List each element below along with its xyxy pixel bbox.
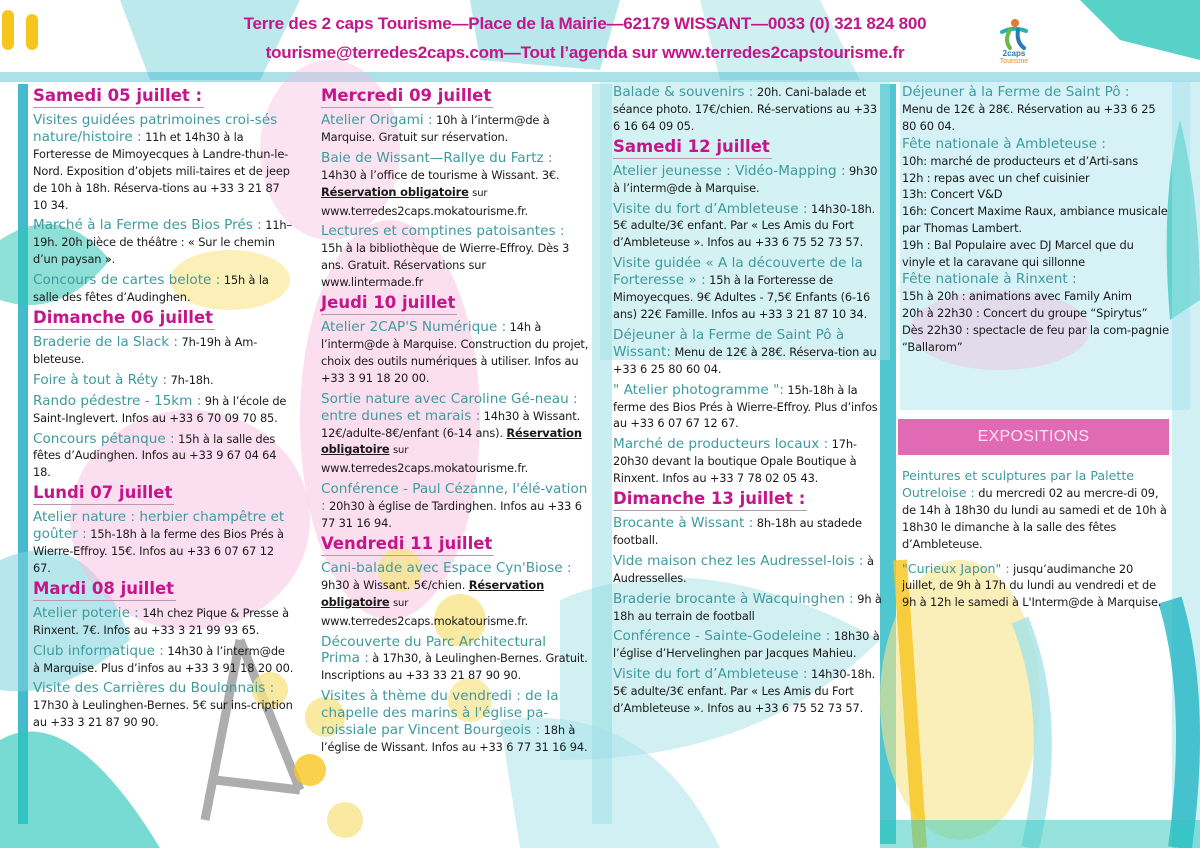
event-title: Déjeuner à la Ferme de Saint Pô :	[902, 84, 1130, 100]
event-title: Marché à la Ferme des Bios Prés :	[33, 217, 262, 234]
event-title: Braderie de la Slack :	[33, 333, 179, 350]
event-title: Cani-balade avec Espace Cyn'Biose :	[321, 559, 572, 576]
event-details: 11h– 19h. 20h pièce de théâtre : « Sur le chemin d’un paysan ».	[33, 218, 293, 267]
event-item	[902, 136, 1170, 153]
exhibition-title: Peintures et sculptures par la Palette Outreloise :	[902, 468, 1135, 500]
event-details: 15h à la Forteresse de Mimoyecques. 9€ Adultes - 7,5€ Enfants (6-16 ans) 22€ Famille. Infos au +33 3 21 87 10 34.	[613, 273, 871, 321]
event-title: Baie de Wissant—Rallye du Fartz :	[321, 149, 553, 166]
header-contact-line: Terre des 2 caps Tourisme—Place de la Mairie—62179 WISSANT—0033 (0) 321 824 800	[243, 14, 927, 33]
schedule-line: 13h: Concert V&D	[902, 187, 1003, 202]
day-heading: Mardi 08 juillet	[33, 578, 176, 601]
event-item	[33, 680, 295, 731]
event-title: Brocante à Wissant :	[613, 515, 754, 532]
event-details: 15h-18h à la ferme des Bios Prés à Wierre-Effroy. 15€. Infos au +33 6 07 67 12 67.	[33, 527, 284, 575]
event-title: Vide maison chez les Audressel-lois :	[613, 552, 864, 569]
schedule-line: 20h à 22h30 : Concert du groupe “Spirytus”	[902, 305, 1148, 320]
event-item	[613, 382, 883, 433]
exhibition-details: jusqu’audimanche 20 juillet, de 9h à 17h du lundi au vendredi et de 9h à 12h le samedi à L'Interm@de à Marquise.	[902, 561, 1162, 610]
schedule-line: 10h: marché de producteurs et d’Arti-sans	[902, 153, 1139, 168]
event-title: Fête nationale à Ambleteuse :	[902, 135, 1106, 152]
day-heading: Jeudi 10 juillet	[321, 292, 457, 315]
event-item	[321, 223, 589, 291]
event-details: 15h à la salle des fêtes d’Audinghen. Infos au +33 9 67 04 64 18.	[33, 431, 277, 480]
agenda-column-3	[613, 84, 883, 717]
event-item	[613, 84, 883, 135]
event-details: 7h-18h.	[170, 372, 214, 387]
agenda-column-4	[902, 84, 1170, 356]
event-title: Foire à tout à Réty :	[33, 371, 168, 388]
day-heading: Vendredi 11 juillet	[321, 533, 494, 556]
event-title: Visite du fort d’Ambleteuse :	[613, 200, 808, 217]
schedule-line: Dès 22h30 : spectacle de feu par la com-pagnie “Ballarom”	[902, 322, 1169, 354]
event-title: Atelier poterie :	[33, 604, 139, 621]
logo-caps-text: 2caps	[1002, 49, 1026, 58]
event-title: Marché de producteurs locaux :	[613, 436, 829, 453]
event-details: 18h à l’église de Wissant. Infos au +33 6 77 31 16 94.	[321, 723, 588, 754]
event-item	[613, 628, 883, 662]
event-title: Balade & souvenirs :	[613, 84, 754, 100]
event-item	[33, 431, 295, 482]
header-website-line: tourisme@terredes2caps.com—Tout l’agenda sur www.terredes2capstourisme.fr	[265, 43, 905, 62]
reservation-link[interactable]: www.terredes2caps.mokatourisme.fr.	[321, 203, 529, 218]
event-title: Découverte du Parc Architectural Prima :	[321, 633, 547, 667]
agenda-column-2	[321, 84, 589, 756]
event-details: 9h à l’école de Saint-Inglevert. Infos au +33 6 70 09 70 85.	[33, 393, 287, 425]
event-item	[321, 391, 589, 478]
event-title: Concours pétanque :	[33, 430, 175, 447]
expositions-list	[902, 468, 1170, 611]
event-title: Déjeuner à la Ferme de Saint Pô à Wissant:	[613, 326, 845, 360]
event-details: 14h30-18h. 5€ adulte/3€ enfant. Par « Les Amis du Fort d’Ambleteuse ». Infos au +33 6 75 52 73 57.	[613, 201, 876, 250]
expositions-heading-band	[898, 419, 1169, 455]
event-item	[613, 163, 883, 197]
event-item	[33, 217, 295, 268]
event-details: 9h30 à l’interm@de à Marquise.	[613, 163, 878, 195]
event-details: 10h à l’interm@de à Marquise. Gratuit sur réservation.	[321, 113, 550, 144]
event-title: Club informatique :	[33, 642, 164, 659]
event-details: 17h-20h30 devant la boutique Opale Boutique à Rinxent. Infos au +33 7 78 02 05 43.	[613, 437, 857, 486]
terre-des-2-caps-logo	[994, 18, 1034, 78]
day-heading: Samedi 12 juillet	[613, 136, 772, 159]
event-title: Lectures et comptines patoisantes :	[321, 223, 565, 240]
reservation-required-label: Réservation obligatoire	[321, 184, 469, 199]
event-item	[902, 271, 1170, 288]
event-item	[321, 150, 589, 220]
event-details: 18h30 à l’église d’Hervelinghen par Jacques Mahieu.	[613, 629, 880, 661]
exhibition-item	[902, 468, 1170, 553]
event-item	[33, 334, 295, 368]
event-title: Concours de cartes belote :	[33, 272, 221, 289]
event-item	[613, 591, 883, 625]
logo-brand-text: Tourisme	[999, 58, 1029, 65]
event-title: Conférence - Sainte-Godeleine :	[613, 628, 831, 645]
event-details: 11h et 14h30 à la Forteresse de Mimoyecques à Landre-thun-le-Nord. Exposition d’objets mili-taires et de jeep de 10h à 18h. Réserva-tions au +33 3 21 87 10 34.	[33, 129, 290, 212]
event-details: 8h-18h au stadede football.	[613, 516, 862, 547]
event-details: à Audresselles.	[613, 553, 874, 585]
event-item	[613, 436, 883, 487]
event-details: 14h30 à Wissant. 12€/adulte-8€/enfant (6-14 ans).	[321, 408, 581, 440]
event-details: 15h-18h à la ferme des Bios Prés à Wierre-Effroy. Plus d’infos au +33 6 07 67 12 67.	[613, 382, 878, 431]
event-details: Menu de 12€ à 28€. Réservation au +33 6 25 80 60 04.	[902, 101, 1156, 133]
event-details: 15h à la bibliothèque de Wierre-Effroy. Dès 3 ans. Gratuit. Réservations sur www.lintermade.fr	[321, 241, 570, 290]
event-details: à 17h30, à Leulinghen-Bernes. Gratuit. Inscriptions au +33 33 21 87 90 90.	[321, 651, 588, 683]
reservation-link[interactable]: www.terredes2caps.mokatourisme.fr.	[321, 461, 529, 476]
event-item	[33, 393, 295, 427]
event-title: Atelier jeunesse : Vidéo-Mapping :	[613, 162, 846, 179]
event-title: Atelier Origami :	[321, 112, 433, 128]
reservation-required-label: Réservation obligatoire	[321, 577, 545, 609]
event-item	[33, 605, 295, 639]
day-heading: Dimanche 06 juillet	[33, 307, 215, 330]
event-item	[33, 643, 295, 677]
event-details: 17h30 à Leulinghen-Bernes. 5€ sur ins-cription au +33 3 21 87 90 90.	[33, 698, 293, 730]
reservation-required-label: Réservation obligatoire	[321, 425, 582, 457]
event-details: 14h chez Pique & Presse à Rinxent. 7€. Infos au +33 3 21 99 93 65.	[33, 605, 289, 637]
agenda-column-1	[33, 84, 295, 731]
event-title: Visite des Carrières du Boulonnais :	[33, 680, 275, 697]
exhibition-details: du mercredi 02 au mercre-di 09, de 14h à 18h30 du lundi au samedi et de 10h à 18h30 le dimanche à la salle des fêtes d’Ambleteuse.	[902, 485, 1167, 551]
event-item	[613, 666, 883, 717]
day-heading: Mercredi 09 juillet	[321, 85, 493, 108]
event-item	[613, 553, 883, 587]
event-title: Fête nationale à Rinxent :	[902, 270, 1077, 287]
exhibition-item	[902, 561, 1170, 612]
event-item	[321, 634, 589, 685]
event-item	[33, 372, 295, 389]
event-item	[613, 327, 883, 378]
schedule-line: 16h: Concert Maxime Raux, ambiance musicale par Thomas Lambert.	[902, 204, 1168, 236]
event-item	[613, 515, 883, 549]
schedule-line: 12h : repas avec un chef cuisinier	[902, 170, 1090, 185]
event-details: Menu de 12€ à 28€. Réserva-tion au +33 6 25 80 60 04.	[613, 344, 877, 376]
day-heading: Samedi 05 juillet :	[33, 85, 204, 108]
event-title: Conférence - Paul Cézanne, l'élé-vation :	[321, 481, 588, 515]
event-details: 9h30 à Wissant. 5€/chien.	[321, 577, 466, 592]
event-item	[321, 112, 589, 146]
schedule-line: 19h : Bal Populaire avec DJ Marcel que du vinyle et la caravane qui sillonne	[902, 238, 1134, 270]
event-item	[321, 319, 589, 387]
event-item	[902, 84, 1170, 135]
event-title: " Atelier photogramme ":	[613, 381, 784, 398]
event-title: Visite du fort d’Ambleteuse :	[613, 666, 808, 683]
event-title: Sortie nature avec Caroline Gé-neau : entre dunes et marais :	[321, 390, 578, 424]
event-title: Braderie brocante à Wacquinghen :	[613, 590, 854, 607]
event-item	[33, 272, 295, 306]
event-title: Visite guidée « A la découverte de la Forteresse » :	[613, 255, 863, 289]
day-heading: Dimanche 13 juillet :	[613, 488, 807, 511]
day-heading: Lundi 07 juillet	[33, 482, 174, 505]
exhibition-title: "Curieux Japon" :	[902, 560, 1010, 576]
event-title: Atelier 2CAP'S Numérique :	[321, 319, 507, 336]
event-title: Rando pédestre - 15km :	[33, 392, 202, 409]
event-item	[613, 255, 883, 323]
event-item	[33, 112, 295, 213]
event-title: Visites guidées patrimoines croi-sés nature/histoire :	[33, 112, 278, 145]
expositions-heading: EXPOSITIONS	[977, 428, 1090, 445]
event-details: 9h à 18h au terrain de football	[613, 591, 882, 623]
event-item	[321, 560, 589, 630]
event-details: 20h. Cani-balade et séance photo. 17€/chien. Ré-servations au +33 6 16 64 09 05.	[613, 85, 877, 133]
event-details: 7h-19h à Am-bleteuse.	[33, 334, 258, 366]
event-details-suffix: sur	[392, 445, 409, 457]
event-details: 14h à l’interm@de à Marquise. Construction du projet, choix des outils numériques à utiliser. Infos au +33 3 91 18 20 00.	[321, 320, 589, 385]
logo-figure-icon	[994, 18, 1034, 52]
event-item	[321, 481, 589, 532]
event-details: 14h30 à l’interm@de à Marquise. Plus d’infos au +33 3 91 18 20 00.	[33, 643, 294, 675]
event-title: Visites à thème du vendredi : de la chapelle des marins à l'église pa-roissiale par Vincent Bourgeois :	[321, 688, 559, 739]
event-details: 20h30 à église de Tardinghen. Infos au +33 6 77 31 16 94.	[321, 499, 582, 531]
schedule-line: 15h à 20h : animations avec Family Anim	[902, 288, 1132, 303]
event-details-suffix: sur	[472, 187, 488, 199]
reservation-link[interactable]: www.terredes2caps.mokatourisme.fr.	[321, 613, 529, 628]
event-item	[321, 688, 589, 756]
event-details: 14h30 à l’office de tourisme à Wissant. 3€.	[321, 167, 560, 182]
event-details: 14h30-18h. 5€ adulte/3€ enfant. Par « Les Amis du Fort d’Ambleteuse ». Infos au +33 6 75 52 73 57.	[613, 667, 876, 716]
page-header	[0, 10, 1200, 72]
event-details-suffix: sur	[392, 597, 409, 609]
event-item	[33, 509, 295, 577]
event-item	[613, 201, 883, 252]
event-title: Atelier nature : herbier champêtre et goûter :	[33, 509, 285, 543]
event-details: 15h à la salle des fêtes d’Audinghen.	[33, 273, 269, 305]
